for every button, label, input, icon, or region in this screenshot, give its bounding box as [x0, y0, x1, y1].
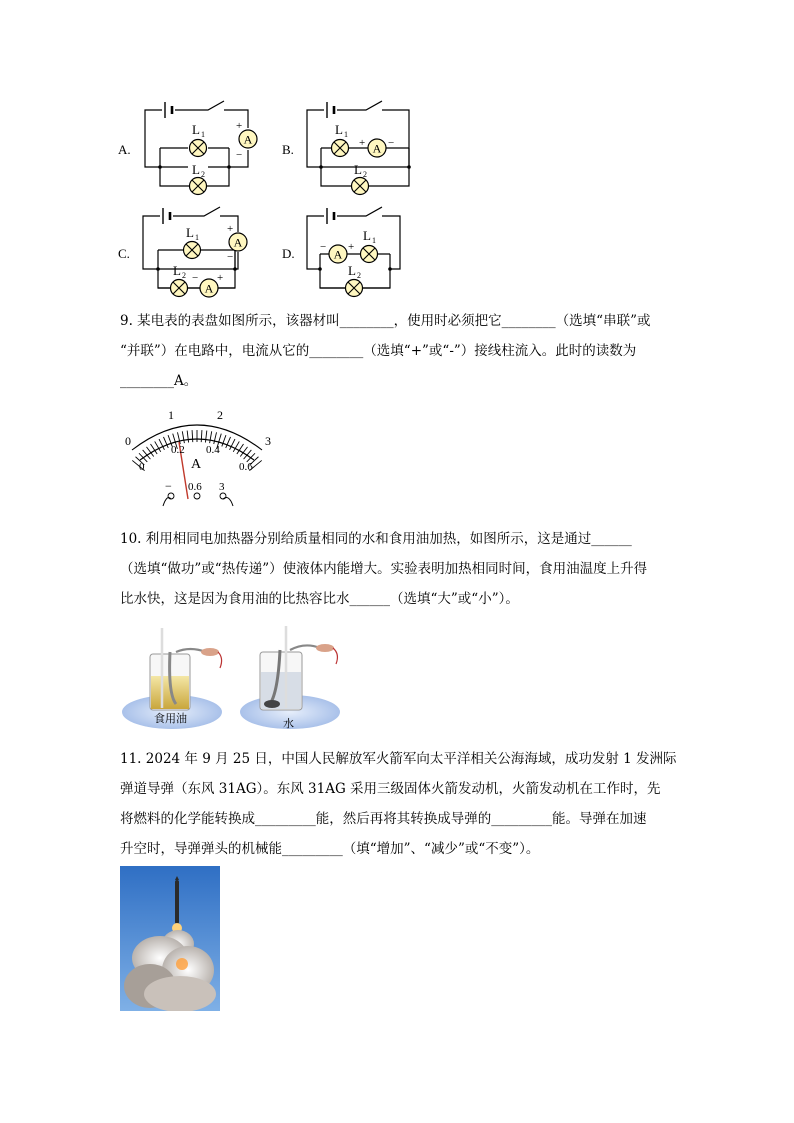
- circuit-c[interactable]: [140, 202, 255, 302]
- svg-text:−: −: [192, 272, 199, 284]
- q10-line-2: （选填“做功”或“热传递”）使液体内能增大。实验表明加热相同时间，食用油温度上升得: [120, 561, 648, 577]
- svg-text:3: 3: [265, 434, 271, 448]
- q9-line-1: 9. 某电表的表盘如图所示，该器材叫________，使用时必须把它________（选填“串联”或: [120, 313, 651, 329]
- water-label: 水: [283, 717, 294, 730]
- ammeter-dial-figure: [115, 402, 280, 514]
- svg-text:1: 1: [201, 130, 205, 139]
- ammeter-branch: [200, 279, 218, 297]
- svg-text:0: 0: [125, 434, 131, 448]
- question-10: [120, 524, 680, 614]
- lamp-l1: [361, 246, 378, 263]
- question-11: [120, 744, 680, 864]
- lamp-l1: [184, 242, 201, 259]
- svg-text:2: 2: [363, 170, 367, 179]
- lamp-l2: [346, 280, 363, 297]
- q8-options: [0, 0, 794, 300]
- svg-text:A: A: [372, 141, 382, 156]
- q11-line-3: 将燃料的化学能转换成_________能，然后再将其转换成导弹的_________能。导弹在加速: [120, 811, 647, 827]
- option-c-letter: C.: [118, 246, 130, 261]
- dial-tick: [192, 430, 193, 442]
- svg-text:−: −: [227, 251, 234, 263]
- svg-text:0.6: 0.6: [239, 461, 253, 473]
- svg-text:−: −: [236, 149, 243, 161]
- svg-text:L: L: [354, 162, 362, 177]
- svg-text:L: L: [363, 228, 371, 243]
- q11-line-4: 升空时，导弹弹头的机械能_________（填“增加”、“减少”或“不变”）。: [120, 841, 540, 857]
- option-b-letter: B.: [282, 142, 294, 157]
- ammeter: [368, 139, 386, 157]
- dial-tick: [201, 430, 202, 442]
- svg-text:+: +: [348, 241, 355, 253]
- svg-text:A: A: [191, 457, 202, 472]
- water-beaker: [260, 626, 337, 710]
- svg-text:L: L: [335, 122, 343, 137]
- svg-text:1: 1: [344, 130, 348, 139]
- svg-text:−: −: [388, 137, 395, 149]
- svg-text:A: A: [333, 247, 343, 262]
- option-a-letter: A.: [118, 142, 131, 157]
- q10-line-3: 比水快，这是因为食用油的比热容比水______（选填“大”或“小”）。: [120, 591, 519, 607]
- lamp-l2: [171, 280, 188, 297]
- svg-text:L: L: [192, 122, 200, 137]
- svg-text:+: +: [217, 272, 224, 284]
- lamp-l2: [190, 178, 207, 195]
- q10-line-1: 10. 利用相同电加热器分别给质量相同的水和食用油加热，如图所示，这是通过______: [120, 531, 632, 547]
- circuit-d[interactable]: [302, 202, 417, 302]
- option-d-letter: D.: [282, 246, 295, 261]
- dial-tick: [182, 431, 184, 443]
- q9-line-3: ________A。: [120, 373, 198, 389]
- svg-text:1: 1: [372, 236, 376, 245]
- svg-text:L: L: [348, 263, 356, 278]
- svg-text:2: 2: [357, 271, 361, 280]
- oil-beaker: [150, 628, 222, 710]
- svg-text:2: 2: [201, 170, 205, 179]
- dial-tick: [187, 431, 188, 443]
- svg-text:A: A: [204, 281, 214, 296]
- heating-experiment-figure: [120, 624, 360, 736]
- ammeter: [329, 245, 347, 263]
- svg-text:A: A: [233, 235, 243, 250]
- ammeter-main: [229, 233, 247, 251]
- svg-text:+: +: [359, 137, 366, 149]
- svg-text:1: 1: [195, 233, 199, 242]
- svg-text:−: −: [320, 241, 327, 253]
- svg-text:2: 2: [217, 408, 223, 422]
- svg-text:0.2: 0.2: [171, 444, 185, 456]
- circuit-b[interactable]: [302, 96, 417, 196]
- svg-text:A: A: [243, 132, 253, 147]
- svg-text:2: 2: [182, 271, 186, 280]
- dial-tick: [210, 431, 212, 443]
- svg-text:0: 0: [139, 461, 145, 473]
- q9-line-2: “并联”）在电路中，电流从它的________（选填“+”或“-”）接线柱流入。此时的读数为: [120, 343, 637, 359]
- svg-text:+: +: [236, 120, 243, 132]
- q11-line-2: 弹道导弹（东风 31AG）。东风 31AG 采用三级固体火箭发动机，火箭发动机在工作时，先: [120, 781, 661, 797]
- dial-tick: [214, 432, 217, 444]
- circuit-a[interactable]: [140, 96, 265, 196]
- svg-text:L: L: [192, 162, 200, 177]
- missile-launch-photo: [120, 866, 220, 1011]
- ammeter: [239, 130, 257, 148]
- svg-text:+: +: [227, 223, 234, 235]
- svg-text:3: 3: [219, 481, 225, 493]
- oil-label: 食用油: [154, 712, 187, 725]
- lamp-l2: [352, 178, 369, 195]
- svg-text:−: −: [165, 479, 172, 493]
- lamp-l1: [332, 140, 349, 157]
- question-9: [120, 306, 680, 396]
- svg-text:L: L: [173, 263, 181, 278]
- svg-text:0.6: 0.6: [188, 481, 202, 493]
- svg-text:1: 1: [168, 408, 174, 422]
- q11-line-1: 11. 2024 年 9 月 25 日，中国人民解放军火箭军向太平洋相关公海海域，成功发射 1 发洲际: [120, 751, 677, 767]
- svg-text:L: L: [186, 225, 194, 240]
- dial-tick: [205, 431, 206, 443]
- lamp-l1: [190, 140, 207, 157]
- svg-text:0.4: 0.4: [206, 444, 220, 456]
